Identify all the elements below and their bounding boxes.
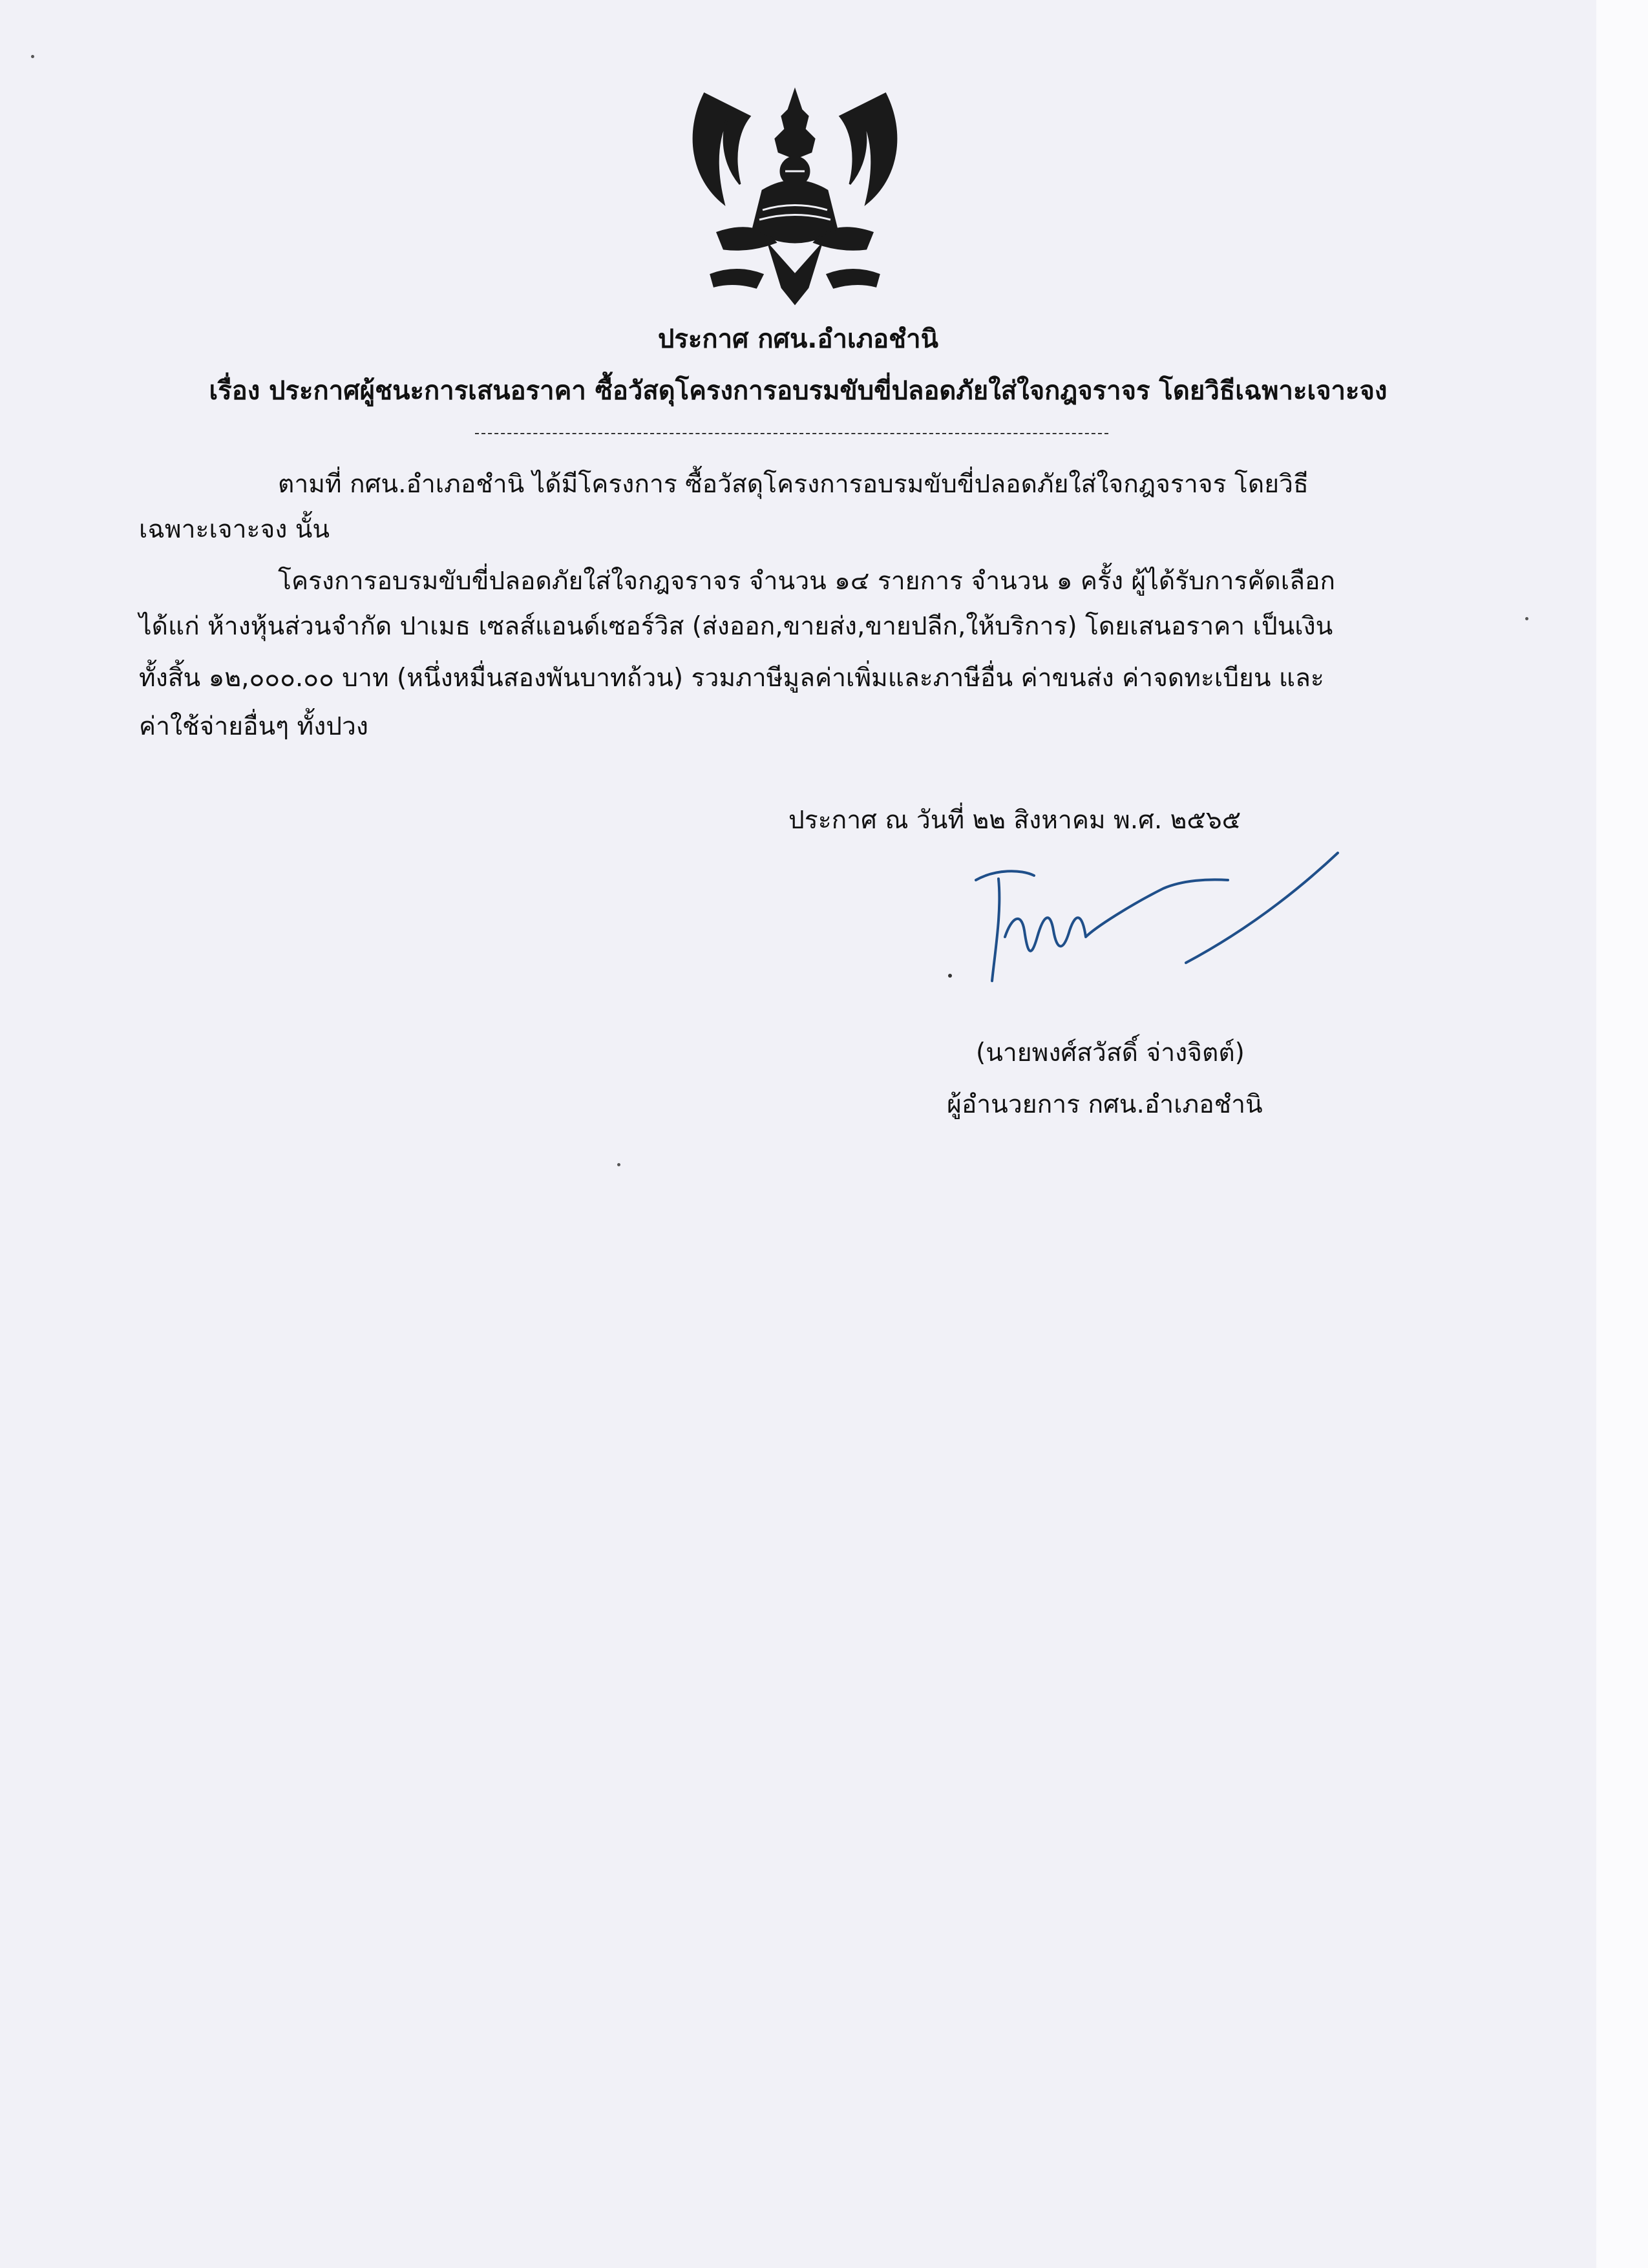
document-title: ประกาศ กศน.อำเภอชำนิ: [657, 324, 938, 354]
paragraph-1-line-1: ตามที่ กศน.อำเภอชำนิ ได้มีโครงการ ซื้อวัสดุโครงการอบรมขับขี่ปลอดภัยใส่ใจกฎจราจร โดยวิธี: [278, 470, 1309, 499]
dashed-separator: [475, 433, 1108, 434]
scan-margin: [1596, 0, 1648, 2268]
paragraph-2-line-2: ได้แก่ ห้างหุ้นส่วนจำกัด ปาเมธ เซลส์แอนด์เซอร์วิส (ส่งออก,ขายส่ง,ขายปลีก,ให้บริการ) โดยเสนอราคา เป็นเงิน: [139, 612, 1333, 641]
paragraph-2-line-3: ทั้งสิ้น ๑๒,๐๐๐.๐๐ บาท (หนึ่งหมื่นสองพันบาทถ้วน) รวมภาษีมูลค่าเพิ่มและภาษีอื่น ค่าขนส่ง ค่าจดทะเบียน และ: [139, 664, 1324, 693]
scan-speck: [617, 1163, 620, 1166]
paragraph-2-line-1: โครงการอบรมขับขี่ปลอดภัยใส่ใจกฎจราจร จำนวน ๑๔ รายการ จำนวน ๑ ครั้ง ผู้ได้รับการคัดเลือก: [278, 567, 1336, 596]
signature: [937, 840, 1351, 995]
scan-speck: [31, 55, 34, 58]
signer-name: (นายพงศ์สวัสดิ์ จ่างจิตต์): [976, 1038, 1245, 1067]
garuda-emblem: [679, 81, 911, 310]
announcement-date: ประกาศ ณ วันที่ ๒๒ สิงหาคม พ.ศ. ๒๕๖๕: [788, 806, 1241, 835]
paragraph-2-line-4: ค่าใช้จ่ายอื่นๆ ทั้งปวง: [139, 712, 368, 741]
signer-position: ผู้อำนวยการ กศน.อำเภอชำนิ: [947, 1090, 1263, 1119]
scan-speck: [1525, 617, 1528, 620]
paragraph-1-line-2: เฉพาะเจาะจง นั้น: [139, 515, 330, 544]
document-subject: เรื่อง ประกาศผู้ชนะการเสนอราคา ซื้อวัสดุโครงการอบรมขับขี่ปลอดภัยใส่ใจกฎจราจร โดยวิธีเฉพาะเจาะจง: [209, 376, 1388, 406]
